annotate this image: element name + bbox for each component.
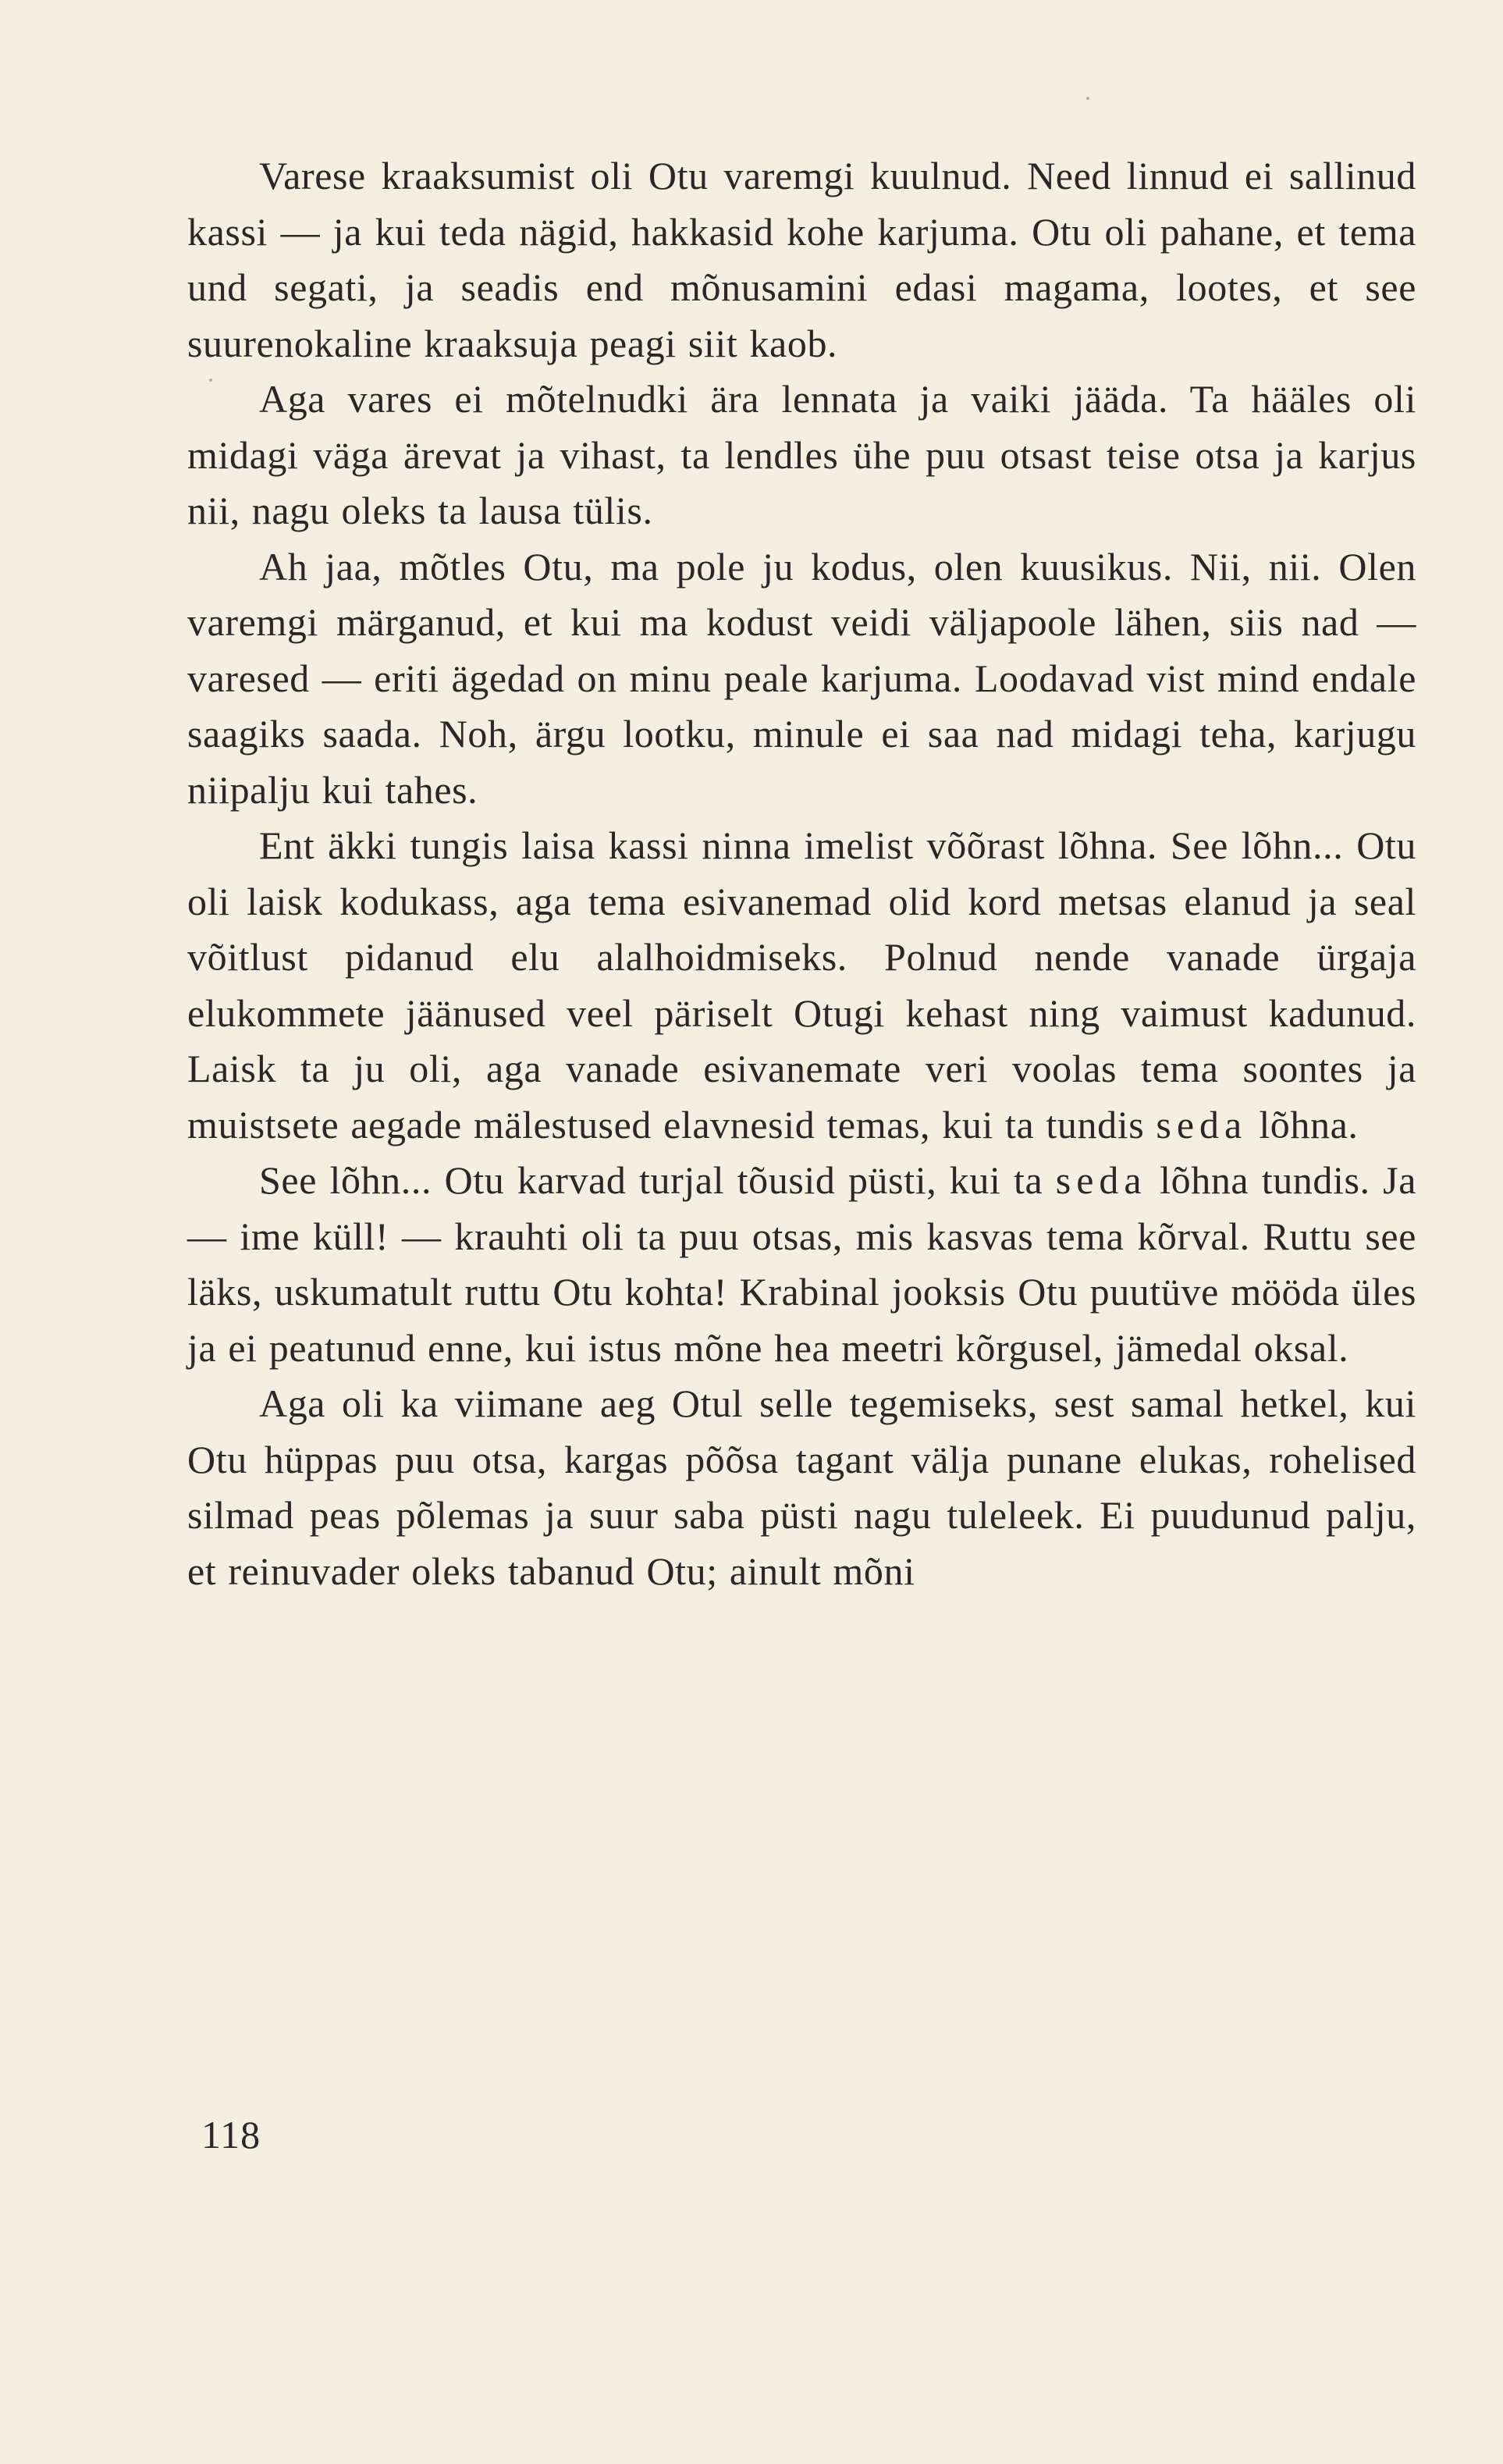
- paragraph-text: See lõhn... Otu karvad turjal tõusid püsti, kui ta: [259, 1158, 1056, 1202]
- paragraph-6: [187, 1376, 1416, 1599]
- paragraph-text: Aga vares ei mõtelnudki ära lennata ja vaiki jääda. Ta hääles oli midagi väga ärevat ja vihast, ta lendles ühe puu otsast teise otsa ja karjus nii, nagu oleks ta lausa tülis.: [187, 377, 1416, 532]
- page-number: 118: [201, 2113, 261, 2156]
- paragraph-text: Ah jaa, mõtles Otu, ma pole ju kodus, olen kuusikus. Nii, nii. Olen varemgi märganud, et kui ma kodust veidi väljapoole lähen, siis nad — varesed — eriti ägedad on minu peale karjuma. Loodavad vist mind endale saagiks saada. Noh, ärgu lootku, minule ei saa nad midagi teha, karjugu niipalju kui tahes.: [187, 544, 1416, 812]
- paragraph-3: [187, 539, 1416, 819]
- emphasized-word: seda: [1156, 1102, 1248, 1147]
- paragraph-text: Aga oli ka viimane aeg Otul selle tegemiseks, sest samal hetkel, kui Otu hüppas puu otsa, kargas põõsa tagant välja punane elukas, rohelised silmad peas põlemas ja suur saba püsti nagu tuleleek. Ei puudunud palju, et reinuvader oleks tabanud Otu; ainult mõni: [187, 1381, 1416, 1593]
- paragraph-1: [187, 148, 1416, 372]
- paragraph-5: [187, 1153, 1416, 1376]
- paper-speck: [209, 379, 212, 382]
- emphasized-word: seda: [1055, 1158, 1147, 1202]
- paragraph-text: Varese kraaksumist oli Otu varemgi kuulnud. Need linnud ei sallinud kassi — ja kui teda nägid, hakkasid kohe karjuma. Otu oli pahane, et tema und segati, ja seadis end mõnusamini edasi magama, lootes, et see suurenokaline kraaksuja peagi siit kaob.: [187, 154, 1416, 365]
- paragraph-text: lõhna.: [1247, 1102, 1359, 1147]
- paper-speck: [1086, 97, 1089, 100]
- paragraph-text: Ent äkki tungis laisa kassi ninna imelist võõrast lõhna. See lõhn... Otu oli laisk kodukass, aga tema esivanemad olid kord metsas elanud ja seal võitlust pidanud elu alalhoidmiseks. Polnud nende vanade ürgaja elukommete jäänused veel päriselt Otugi kehast ning vaimust kadunud. Laisk ta ju oli, aga vanade esivanemate veri voolas tema soontes ja muistsete aegade mälestused elavnesid temas, kui ta tundis: [187, 823, 1416, 1147]
- page-text: [187, 148, 1416, 1599]
- paragraph-2: [187, 372, 1416, 539]
- paragraph-text: lõhna tundis. Ja — ime küll! — krauhti oli ta puu otsas, mis kasvas tema kõrval. Ruttu see läks, uskumatult ruttu Otu kohta! Krabinal jooksis Otu puutüve mööda üles ja ei peatunud enne, kui istus mõne hea meetri kõrgusel, jämedal oksal.: [187, 1158, 1416, 1370]
- paragraph-4: [187, 818, 1416, 1153]
